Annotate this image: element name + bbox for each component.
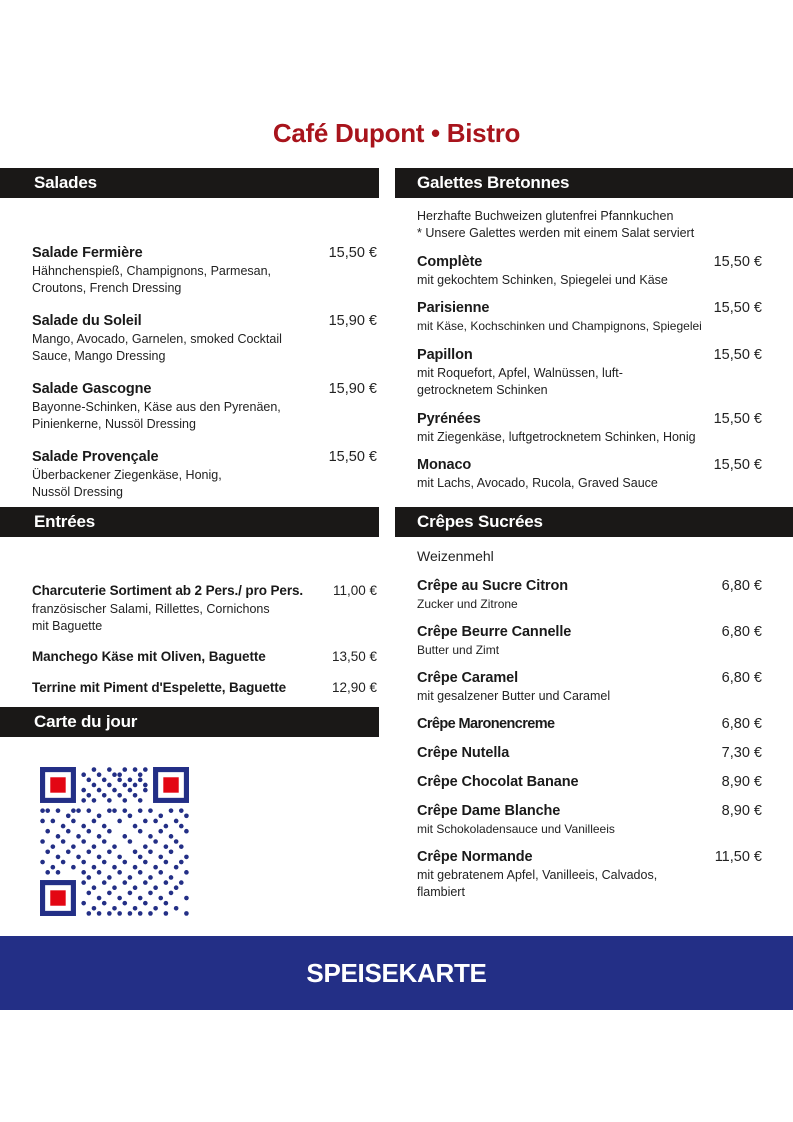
item-description: Butter und Zimt (417, 643, 500, 657)
item-price: 12,90 € (331, 680, 377, 695)
item-price: 6,80 € (721, 716, 762, 732)
item-name: Crêpe Chocolat Banane (417, 774, 579, 790)
item-name: Salade Fermière (32, 245, 143, 261)
item-description: Hähnchenspieß, Champignons, Parmesan, (32, 264, 272, 278)
menu-item (395, 669, 793, 705)
item-description: Mango, Avocado, Garnelen, smoked Cocktail (32, 332, 282, 346)
item-price: 15,50 € (713, 300, 762, 316)
item-name: Manchego Käse mit Oliven, Baguette (32, 649, 266, 664)
menu-item (395, 577, 793, 613)
item-description: mit Ziegenkäse, luftgetrocknetem Schinken, Honig (417, 430, 696, 444)
item-price: 13,50 € (331, 649, 377, 664)
item-name: Crêpe Maronencreme (417, 716, 555, 732)
restaurant-title: Café Dupont • Bistro (272, 118, 521, 148)
item-name: Terrine mit Piment d'Espelette, Baguette (32, 680, 287, 695)
item-description: französischer Salami, Rillettes, Cornichons (32, 602, 270, 616)
item-description: mit gebratenem Apfel, Vanilleeis, Calvados, (417, 868, 658, 882)
item-description: mit Roquefort, Apfel, Walnüssen, luft- (417, 366, 623, 380)
item-description: mit Käse, Kochschinken und Champignons, Spiegelei (417, 319, 702, 333)
item-description: mit Baguette (32, 619, 103, 633)
item-name: Salade du Soleil (32, 313, 142, 329)
menu-item (395, 299, 793, 335)
item-description: Croutons, French Dressing (32, 281, 182, 295)
item-name: Salade Provençale (32, 449, 159, 465)
menu-item (395, 623, 793, 659)
menu-item (0, 448, 379, 501)
item-price: 6,80 € (721, 578, 762, 594)
item-price: 15,50 € (713, 411, 762, 427)
item-description: Bayonne-Schinken, Käse aus den Pyrenäen, (32, 400, 281, 414)
menu-item (395, 848, 793, 901)
item-description: mit Lachs, Avocado, Rucola, Graved Sauce (417, 476, 658, 490)
item-name: Crêpe Normande (417, 849, 533, 865)
menu-item (395, 346, 793, 399)
item-description: Nussöl Dressing (32, 485, 124, 499)
section-header-crepes: Crêpes Sucrées (395, 507, 793, 537)
footer-label: SPEISEKARTE (306, 958, 487, 988)
item-name: Parisienne (417, 300, 490, 316)
item-description: mit gekochtem Schinken, Spiegelei und Käse (417, 273, 668, 287)
footer-banner (0, 936, 793, 1010)
item-name: Crêpe Caramel (417, 670, 519, 686)
item-price: 7,30 € (721, 745, 762, 761)
item-name: Crêpe au Sucre Citron (417, 578, 568, 594)
section-salades (0, 168, 379, 499)
item-name: Crêpe Dame Blanche (417, 803, 561, 819)
item-description: flambiert (417, 885, 465, 899)
menu-item (395, 253, 793, 289)
crepes-note: Weizenmehl (417, 548, 494, 564)
menu-item (0, 582, 379, 635)
item-price: 15,50 € (328, 245, 377, 261)
menu-item (0, 380, 379, 433)
item-price: 8,90 € (721, 803, 762, 819)
item-price: 6,80 € (721, 670, 762, 686)
item-price: 11,50 € (714, 849, 762, 865)
item-price: 8,90 € (721, 774, 762, 790)
item-price: 11,00 € (332, 583, 377, 598)
section-header-salades: Salades (0, 168, 379, 198)
item-price: 15,50 € (713, 347, 762, 363)
section-entrees (0, 507, 379, 695)
item-description: Überbackener Ziegenkäse, Honig, (32, 468, 222, 482)
section-carte-du-jour (0, 707, 379, 737)
item-name: Charcuterie Sortiment ab 2 Pers./ pro Pers. (32, 583, 304, 598)
item-description: mit Schokoladensauce und Vanilleeis (417, 822, 615, 836)
item-name: Crêpe Nutella (417, 745, 510, 761)
qr-code-icon[interactable] (40, 767, 189, 916)
menu-item (395, 456, 793, 492)
item-price: 15,50 € (328, 449, 377, 465)
item-name: Papillon (417, 347, 473, 363)
menu-item (0, 312, 379, 365)
menu-item (0, 648, 379, 666)
item-price: 15,90 € (328, 313, 377, 329)
section-galettes (395, 168, 793, 490)
section-header-entrees: Entrées (0, 507, 379, 537)
menu-item (395, 802, 793, 838)
item-name: Monaco (417, 457, 472, 473)
menu-item (395, 773, 793, 791)
item-description: Zucker und Zitrone (417, 597, 518, 611)
item-description: Pinienkerne, Nussöl Dressing (32, 417, 196, 431)
item-description: getrocknetem Schinken (417, 383, 548, 397)
section-header-carte-du-jour: Carte du jour (0, 707, 379, 737)
item-name: Crêpe Beurre Cannelle (417, 624, 572, 640)
item-name: Complète (417, 254, 483, 270)
item-description: Sauce, Mango Dressing (32, 349, 166, 363)
item-price: 15,90 € (328, 381, 377, 397)
item-price: 15,50 € (713, 254, 762, 270)
menu-item (395, 744, 793, 762)
menu-item (0, 244, 379, 297)
section-header-galettes: Galettes Bretonnes (395, 168, 793, 198)
menu-item (0, 679, 379, 697)
menu-item (395, 715, 793, 733)
galettes-note: Herzhafte Buchweizen glutenfrei Pfannkuchen (417, 209, 674, 223)
menu-item (395, 410, 793, 446)
section-crepes (395, 507, 793, 899)
item-description: mit gesalzener Butter und Caramel (417, 689, 611, 703)
galettes-note-red: * Unsere Galettes werden mit einem Salat serviert (417, 226, 695, 240)
item-name: Salade Gascogne (32, 381, 152, 397)
item-name: Pyrénées (417, 411, 481, 427)
item-price: 6,80 € (721, 624, 762, 640)
item-price: 15,50 € (713, 457, 762, 473)
